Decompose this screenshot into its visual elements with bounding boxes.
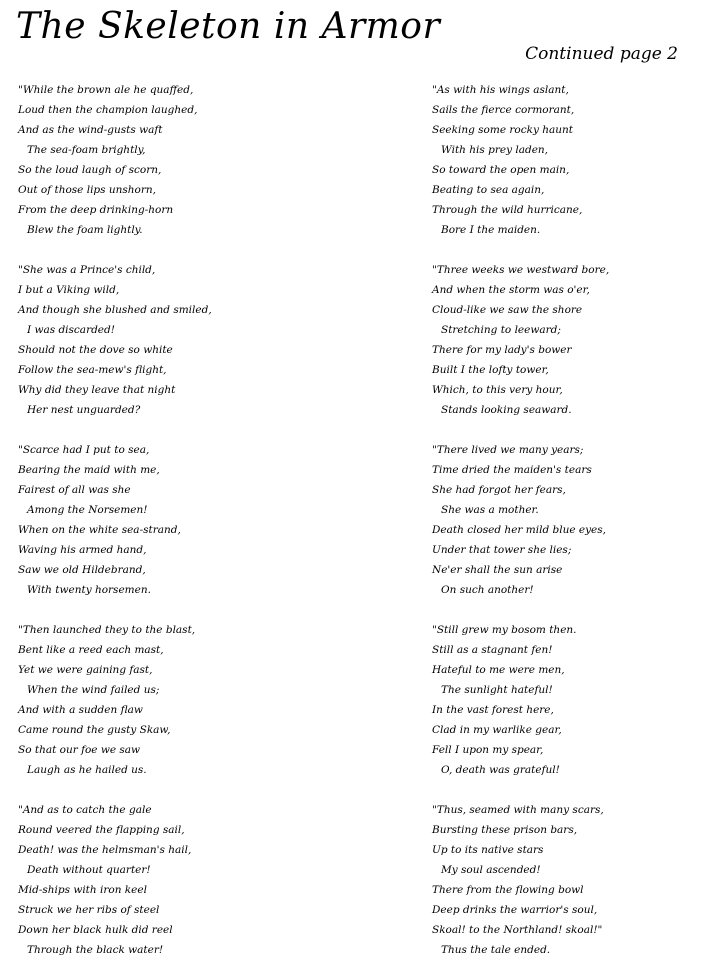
poem-line: Waving his armed hand, <box>18 544 147 556</box>
poem-line: "Then launched they to the blast, <box>18 624 196 636</box>
poem-line: Death closed her mild blue eyes, <box>432 524 606 536</box>
poem-line: "Three weeks we westward bore, <box>432 264 610 276</box>
poem-line: Bent like a reed each mast, <box>18 644 164 656</box>
page-title: The Skeleton in Armor <box>16 6 441 47</box>
poem-line: Stretching to leeward; <box>441 324 561 336</box>
stanza <box>18 260 318 440</box>
poem-line: Mid-ships with iron keel <box>18 884 147 896</box>
poem-line: Sails the fierce cormorant, <box>432 104 575 116</box>
poem-line: Why did they leave that night <box>18 384 176 396</box>
poem-line: On such another! <box>441 584 534 596</box>
stanza <box>432 620 720 800</box>
poem-line: With twenty horsemen. <box>27 584 151 596</box>
stanza <box>432 440 720 620</box>
poem-line: Through the wild hurricane, <box>432 204 583 216</box>
continued-note: Continued page 2 <box>525 44 678 64</box>
poem-line: Clad in my warlike gear, <box>432 724 562 736</box>
stanza <box>432 800 720 980</box>
poem-line: "Scarce had I put to sea, <box>18 444 150 456</box>
poem-line: Should not the dove so white <box>18 344 173 356</box>
poem-line: There from the flowing bowl <box>432 884 584 896</box>
stanza <box>18 620 318 800</box>
poem-line: Fell I upon my spear, <box>432 744 544 756</box>
poem-line: Out of those lips unshorn, <box>18 184 156 196</box>
poem-line: Bearing the maid with me, <box>18 464 160 476</box>
poem-line: Loud then the champion laughed, <box>18 104 198 116</box>
stanza <box>432 80 720 260</box>
poem-line: Struck we her ribs of steel <box>18 904 160 916</box>
poem-line: In the vast forest here, <box>432 704 554 716</box>
poem-line: With his prey laden, <box>441 144 549 156</box>
poem-line: So the loud laugh of scorn, <box>18 164 162 176</box>
poem-line: Laugh as he hailed us. <box>27 764 147 776</box>
poem-line: "There lived we many years; <box>432 444 584 456</box>
poem-line: Still as a stagnant fen! <box>432 644 553 656</box>
poem-line: Hateful to me were men, <box>432 664 565 676</box>
poem-line: When the wind failed us; <box>27 684 160 696</box>
poem-line: Time dried the maiden's tears <box>432 464 592 476</box>
stanza <box>18 800 318 980</box>
poem-line: Bore I the maiden. <box>441 224 541 236</box>
poem-line: Under that tower she lies; <box>432 544 572 556</box>
poem-line: Saw we old Hildebrand, <box>18 564 146 576</box>
poem-line: And as the wind-gusts waft <box>18 124 163 136</box>
poem-line: Seeking some rocky haunt <box>432 124 574 136</box>
poem-line: I but a Viking wild, <box>18 284 120 296</box>
poem-line: There for my lady's bower <box>432 344 572 356</box>
stanza <box>18 440 318 620</box>
poem-line: So toward the open main, <box>432 164 570 176</box>
poem-line: And though she blushed and smiled, <box>18 304 212 316</box>
poem-line: Ne'er shall the sun arise <box>432 564 563 576</box>
poem-line: Among the Norsemen! <box>27 504 148 516</box>
poem-line: Blew the foam lightly. <box>27 224 143 236</box>
poem-line: Stands looking seaward. <box>441 404 572 416</box>
poem-line: "Still grew my bosom then. <box>432 624 577 636</box>
poem-line: Built I the lofty tower, <box>432 364 549 376</box>
poem-line: Which, to this very hour, <box>432 384 563 396</box>
poem-line: When on the white sea-strand, <box>18 524 181 536</box>
poem-line: And with a sudden flaw <box>18 704 143 716</box>
poem-line: "She was a Prince's child, <box>18 264 156 276</box>
right-column <box>432 80 720 980</box>
poem-line: Deep drinks the warrior's soul, <box>432 904 598 916</box>
poem-line: Her nest unguarded? <box>27 404 141 416</box>
poem-line: Death! was the helmsman's hail, <box>18 844 192 856</box>
poem-line: "As with his wings aslant, <box>432 84 569 96</box>
poem-line: Cloud-like we saw the shore <box>432 304 583 316</box>
poem-line: Skoal! to the Northland! skoal!" <box>432 924 603 936</box>
poem-line: "While the brown ale he quaffed, <box>18 84 194 96</box>
poem-line: Fairest of all was she <box>18 484 131 496</box>
poem-line: So that our foe we saw <box>18 744 141 756</box>
poem-line: From the deep drinking-horn <box>18 204 174 216</box>
poem-line: "Thus, seamed with many scars, <box>432 804 604 816</box>
poem-line: Up to its native stars <box>432 844 544 856</box>
poem-line: Came round the gusty Skaw, <box>18 724 171 736</box>
poem-line: Round veered the flapping sail, <box>18 824 185 836</box>
poem-line: The sunlight hateful! <box>441 684 553 696</box>
stanza <box>18 80 318 260</box>
poem-line: Down her black hulk did reel <box>18 924 173 936</box>
poem-line: My soul ascended! <box>441 864 541 876</box>
left-column <box>18 80 318 980</box>
poem-line: I was discarded! <box>27 324 115 336</box>
poem-line: O, death was grateful! <box>441 764 560 776</box>
poem-line: She was a mother. <box>441 504 539 516</box>
stanza <box>432 260 720 440</box>
poem-line: "And as to catch the gale <box>18 804 152 816</box>
poem-line: Follow the sea-mew's flight, <box>18 364 167 376</box>
poem-line: Beating to sea again, <box>432 184 545 196</box>
poem-line: She had forgot her fears, <box>432 484 566 496</box>
poem-line: Death without quarter! <box>27 864 151 876</box>
poem-line: Yet we were gaining fast, <box>18 664 153 676</box>
poem-line: And when the storm was o'er, <box>432 284 590 296</box>
poem-line: Thus the tale ended. <box>441 944 551 956</box>
poem-line: Bursting these prison bars, <box>432 824 578 836</box>
poem-line: The sea-foam brightly, <box>27 144 146 156</box>
poem-line: Through the black water! <box>27 944 164 956</box>
